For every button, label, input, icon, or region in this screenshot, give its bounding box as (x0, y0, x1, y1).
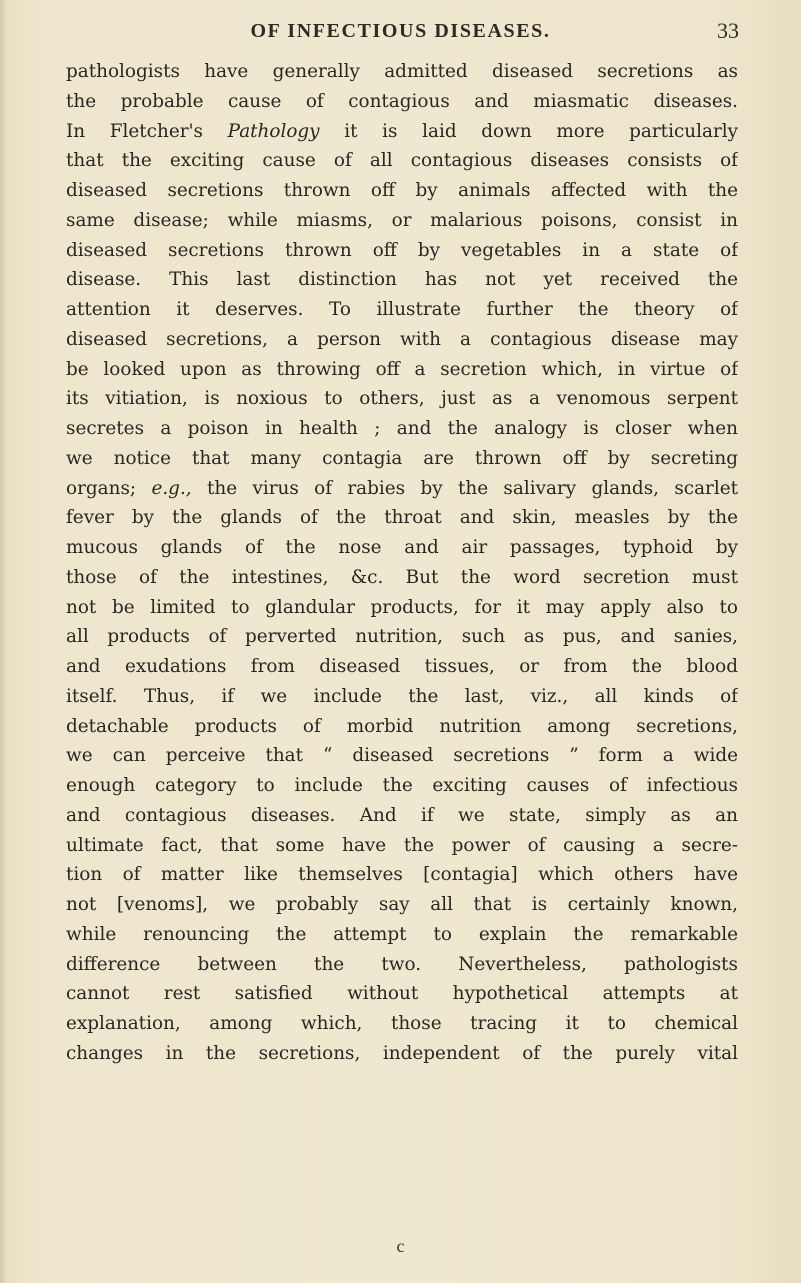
text-line: changes in the secretions, independent of the purely vital (66, 1042, 738, 1064)
text-line: diseased secretions, a person with a contagious disease may (66, 328, 738, 350)
running-title: OF INFECTIOUS DISEASES. (250, 20, 551, 42)
text-line: pathologists have generally admitted diseased secretions as (66, 61, 738, 82)
text-line: that the exciting cause of all contagious diseases consists of (66, 150, 738, 172)
text-line: all products of perverted nutrition, such as pus, and sanies, (66, 626, 738, 648)
text-line: detachable products of morbid nutrition among secretions, (66, 715, 738, 737)
text-line: ultimate fact, that some have the power of causing a secre- (66, 834, 738, 856)
text-line: disease. This last distinction has not yet received the (66, 269, 738, 291)
text-line: the probable cause of contagious and miasmatic diseases. (66, 90, 738, 112)
text-line: we notice that many contagia are thrown off by secreting (66, 447, 738, 469)
text-line: diseased secretions thrown off by vegetables in a state of (66, 239, 738, 261)
text-line: enough category to include the exciting causes of infectious (66, 775, 738, 796)
text-line: diseased secretions thrown off by animals affected with the (66, 180, 738, 201)
text-line: difference between the two. Nevertheless, pathologists (66, 953, 738, 975)
text-line: not [venoms], we probably say all that is certainly known, (66, 894, 738, 915)
text-line: fever by the glands of the throat and skin, measles by the (66, 507, 738, 529)
text-line: attention it deserves. To illustrate further the theory of (66, 299, 738, 320)
binding-shadow (0, 0, 8, 1283)
text-line: cannot rest satisfied without hypothetical attempts at (66, 983, 738, 1005)
text-line: In Fletcher's Pathology it is laid down more particularly (66, 120, 738, 142)
text-line: while renouncing the attempt to explain the remarkable (66, 923, 738, 945)
page-header (0, 18, 801, 48)
text-line: be looked upon as throwing off a secretion which, in virtue of (66, 358, 738, 380)
text-line: those of the intestines, &c. But the word secretion must (66, 566, 738, 588)
body-text (66, 57, 738, 1069)
text-line: not be limited to glandular products, for it may apply also to (66, 596, 738, 618)
text-line: mucous glands of the nose and air passages, typhoid by (66, 537, 738, 558)
page-number: 33 (717, 18, 739, 43)
text-line: explanation, among which, those tracing it to chemical (66, 1013, 738, 1034)
text-line: same disease; while miasms, or malarious poisons, consist in (66, 209, 738, 231)
text-line: we can perceive that “ diseased secretions ” form a wide (66, 745, 738, 767)
text-line: secretes a poison in health ; and the analogy is closer when (66, 418, 738, 439)
text-line: and contagious diseases. And if we state, simply as an (66, 804, 738, 826)
text-line: and exudations from diseased tissues, or from the blood (66, 656, 738, 677)
text-line: tion of matter like themselves [contagia] which others have (66, 864, 738, 886)
signature-mark: c (396, 1236, 405, 1256)
text-line: organs; e.g., the virus of rabies by the salivary glands, scarlet (66, 477, 738, 499)
text-line: itself. Thus, if we include the last, viz., all kinds of (66, 685, 738, 707)
text-line: its vitiation, is noxious to others, just as a venomous serpent (66, 388, 738, 410)
